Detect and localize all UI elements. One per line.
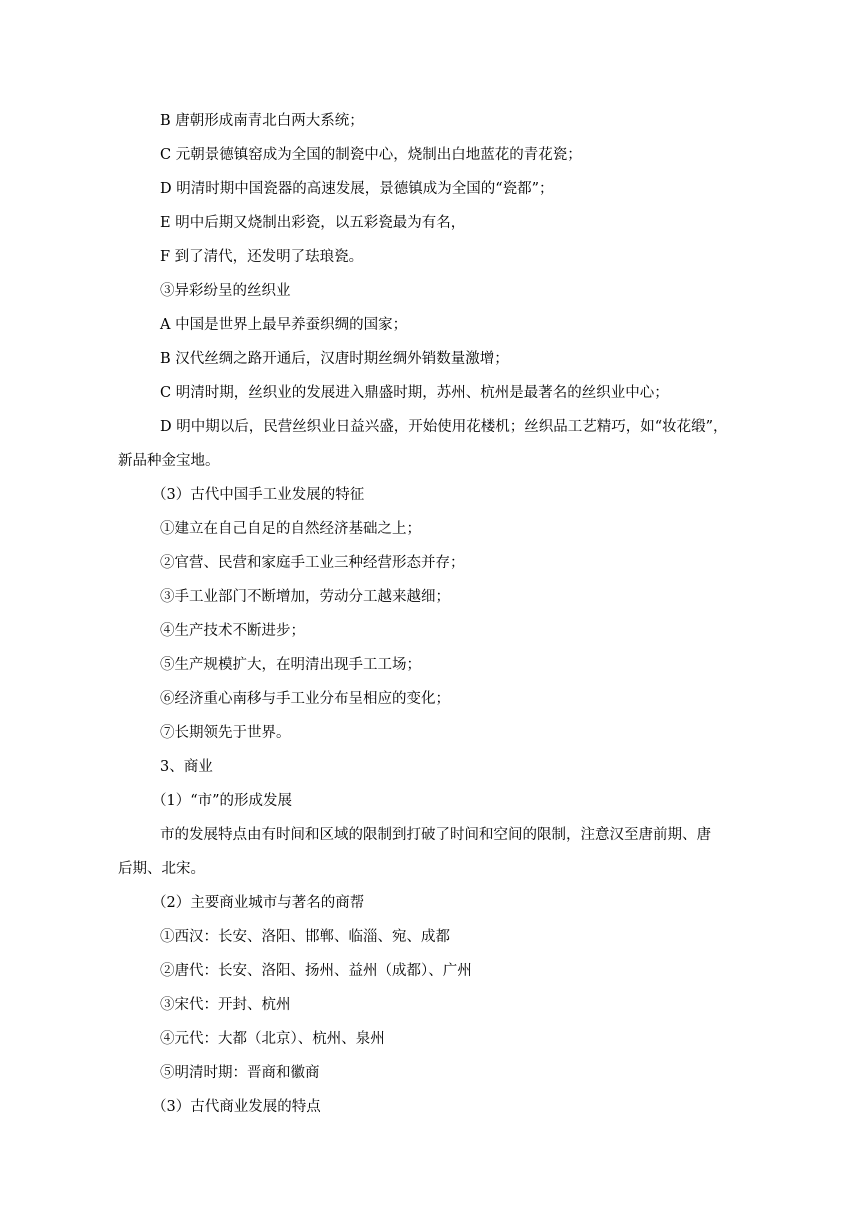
text-line: F 到了清代，还发明了珐琅瓷。 — [160, 249, 364, 265]
section-heading: （3）古代中国手工业发展的特征 — [152, 487, 365, 503]
text-line: D 明中期以后，民营丝织业日益兴盛，开始使用花楼机；丝织品工艺精巧，如“妆花缎”， — [160, 419, 728, 435]
list-item: ①西汉：长安、洛阳、邯郸、临淄、宛、成都 — [160, 929, 450, 945]
list-item: ③宋代：开封、杭州 — [160, 997, 291, 1013]
section-heading: 3、商业 — [160, 759, 213, 775]
text-line: 市的发展特点由有时间和区域的限制到打破了时间和空间的限制，注意汉至唐前期、唐 — [160, 827, 711, 843]
text-line: 后期、北宋。 — [118, 861, 205, 877]
list-item: ③手工业部门不断增加，劳动分工越来越细； — [160, 589, 450, 605]
list-item: ②唐代：长安、洛阳、扬州、益州（成都）、广州 — [160, 963, 472, 979]
section-heading: （2）主要商业城市与著名的商帮 — [152, 895, 365, 911]
list-item: ⑤生产规模扩大，在明清出现手工工场； — [160, 657, 421, 673]
list-item: ⑦长期领先于世界。 — [160, 725, 291, 741]
list-item: ⑤明清时期：晋商和徽商 — [160, 1065, 320, 1081]
list-item: ①建立在自己自足的自然经济基础之上； — [160, 521, 421, 537]
text-line: B 唐朝形成南青北白两大系统； — [160, 113, 364, 129]
text-line: C 元朝景德镇窑成为全国的制瓷中心，烧制出白地蓝花的青花瓷； — [160, 147, 582, 163]
text-line: E 明中后期又烧制出彩瓷，以五彩瓷最为有名， — [160, 215, 466, 231]
list-item: ④元代：大都（北京）、杭州、泉州 — [160, 1031, 385, 1047]
text-line: A 中国是世界上最早养蚕织绸的国家； — [160, 317, 408, 333]
list-item: ②官营、民营和家庭手工业三种经营形态并存； — [160, 555, 465, 571]
list-item: ⑥经济重心南移与手工业分布呈相应的变化； — [160, 691, 450, 707]
list-item: ④生产技术不断进步； — [160, 623, 305, 639]
section-heading: （3）古代商业发展的特点 — [152, 1099, 321, 1115]
text-line: B 汉代丝绸之路开通后，汉唐时期丝绸外销数量激增； — [160, 351, 509, 367]
section-heading: （1）“市”的形成发展 — [152, 793, 293, 809]
text-line: C 明清时期，丝织业的发展进入鼎盛时期，苏州、杭州是最著名的丝织业中心； — [160, 385, 669, 401]
section-heading: ③异彩纷呈的丝织业 — [160, 283, 291, 299]
text-line: 新品种金宝地。 — [118, 453, 220, 469]
text-line: D 明清时期中国瓷器的高速发展，景德镇成为全国的“瓷都”； — [160, 181, 554, 197]
